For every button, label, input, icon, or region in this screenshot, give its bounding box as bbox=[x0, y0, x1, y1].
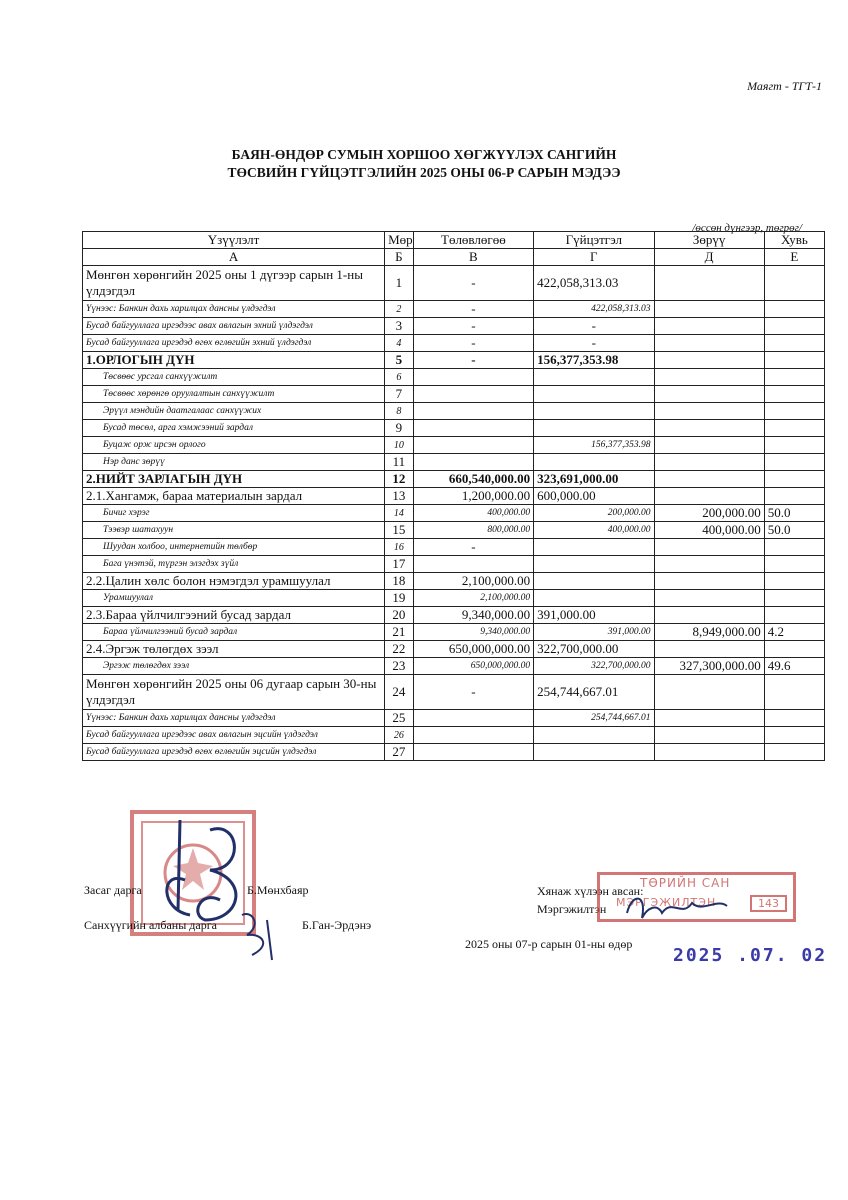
table-row bbox=[83, 266, 825, 301]
table-row bbox=[83, 744, 825, 761]
row-label: Үүнээс: Банкин дахь харилцах дансны үлдэгдэл bbox=[83, 301, 385, 318]
difference-value bbox=[654, 539, 764, 556]
difference-value bbox=[654, 641, 764, 658]
row-number: 13 bbox=[385, 488, 414, 505]
row-number: 26 bbox=[385, 727, 414, 744]
difference-value bbox=[654, 403, 764, 420]
row-label: Урамшуулал bbox=[83, 590, 385, 607]
table-row bbox=[83, 403, 825, 420]
difference-value bbox=[654, 266, 764, 301]
row-number: 2 bbox=[385, 301, 414, 318]
row-number: 22 bbox=[385, 641, 414, 658]
finance-name: Б.Ган-Эрдэнэ bbox=[302, 918, 372, 932]
table-row bbox=[83, 607, 825, 624]
governor-title: Засаг дарга bbox=[84, 883, 142, 897]
difference-value bbox=[654, 437, 764, 454]
plan-value: - bbox=[413, 539, 533, 556]
percent-value bbox=[764, 403, 824, 420]
plan-value: - bbox=[413, 318, 533, 335]
actual-value: 391,000.00 bbox=[534, 624, 654, 641]
actual-value: 322,700,000.00 bbox=[534, 641, 654, 658]
table-row bbox=[83, 505, 825, 522]
header-row bbox=[83, 232, 825, 249]
plan-value bbox=[413, 437, 533, 454]
difference-value bbox=[654, 710, 764, 727]
row-number: 4 bbox=[385, 335, 414, 352]
row-number: 7 bbox=[385, 386, 414, 403]
actual-value bbox=[534, 386, 654, 403]
row-label: 2.1.Хангамж, бараа материалын зардал bbox=[83, 488, 385, 505]
actual-value bbox=[534, 590, 654, 607]
percent-value bbox=[764, 675, 824, 710]
row-label: Бичиг хэрэг bbox=[83, 505, 385, 522]
row-label: Бусад төсөл, арга хэмжээний зардал bbox=[83, 420, 385, 437]
table-row bbox=[83, 369, 825, 386]
title-line-1: БАЯН-ӨНДӨР СУМЫН ХОРШОО ХӨГЖҮҮЛЭХ САНГИЙН bbox=[231, 147, 617, 162]
row-number: 17 bbox=[385, 556, 414, 573]
row-label: Эрүүл мэндийн даатгалаас санхүүжих bbox=[83, 403, 385, 420]
actual-value bbox=[534, 573, 654, 590]
table-row bbox=[83, 437, 825, 454]
subheader-row bbox=[83, 249, 825, 266]
finance-title: Санхүүгийн албаны дарга bbox=[84, 918, 217, 932]
difference-value bbox=[654, 335, 764, 352]
percent-value bbox=[764, 437, 824, 454]
plan-value: 650,000,000.00 bbox=[413, 658, 533, 675]
treasury-stamp-number: 143 bbox=[750, 895, 787, 912]
percent-value bbox=[764, 335, 824, 352]
table-row bbox=[83, 335, 825, 352]
document-title bbox=[0, 146, 848, 182]
row-number: 16 bbox=[385, 539, 414, 556]
actual-value: 254,744,667.01 bbox=[534, 675, 654, 710]
row-number: 20 bbox=[385, 607, 414, 624]
subheader-e: Е bbox=[764, 249, 824, 266]
table-row bbox=[83, 301, 825, 318]
percent-value bbox=[764, 420, 824, 437]
row-label: Бараа үйлчилгээний бусад зардал bbox=[83, 624, 385, 641]
actual-value bbox=[534, 539, 654, 556]
plan-value bbox=[413, 727, 533, 744]
actual-value bbox=[534, 727, 654, 744]
row-label: Бусад байгууллага иргэдэд өгөх өглөгийн эхний үлдэгдэл bbox=[83, 335, 385, 352]
plan-value: 9,340,000.00 bbox=[413, 624, 533, 641]
percent-value: 50.0 bbox=[764, 505, 824, 522]
governor-name: Б.Мөнхбаяр bbox=[247, 883, 309, 897]
plan-value bbox=[413, 556, 533, 573]
plan-value bbox=[413, 454, 533, 471]
row-number: 12 bbox=[385, 471, 414, 488]
percent-value bbox=[764, 318, 824, 335]
reviewer-line-1: Хянаж хүлээн авсан: bbox=[537, 884, 644, 898]
row-label: Тээвэр шатахуун bbox=[83, 522, 385, 539]
treasury-stamp-text-2: МЭРГЭЖИЛТЭН bbox=[616, 896, 717, 909]
plan-value bbox=[413, 420, 533, 437]
difference-value bbox=[654, 590, 764, 607]
finance-signature-icon bbox=[232, 905, 292, 965]
table-row bbox=[83, 590, 825, 607]
difference-value bbox=[654, 727, 764, 744]
budget-report-table bbox=[82, 231, 825, 761]
actual-value: 422,058,313.03 bbox=[534, 301, 654, 318]
actual-value: 400,000.00 bbox=[534, 522, 654, 539]
actual-value: 156,377,353.98 bbox=[534, 352, 654, 369]
actual-value bbox=[534, 744, 654, 761]
row-label: Эргэж төлөгдөх зээл bbox=[83, 658, 385, 675]
plan-value bbox=[413, 403, 533, 420]
table-row bbox=[83, 624, 825, 641]
row-label: Бусад байгууллага иргэдэд өгөх өглөгийн эцсийн үлдэгдэл bbox=[83, 744, 385, 761]
table-row bbox=[83, 573, 825, 590]
plan-value: - bbox=[413, 352, 533, 369]
plan-value: - bbox=[413, 301, 533, 318]
actual-value bbox=[534, 556, 654, 573]
header-plan: Төлөвлөгөө bbox=[413, 232, 533, 249]
plan-value bbox=[413, 744, 533, 761]
table-row bbox=[83, 420, 825, 437]
percent-value bbox=[764, 744, 824, 761]
difference-value bbox=[654, 675, 764, 710]
percent-value bbox=[764, 641, 824, 658]
actual-value: - bbox=[534, 318, 654, 335]
row-number: 9 bbox=[385, 420, 414, 437]
table-row bbox=[83, 710, 825, 727]
table-row bbox=[83, 471, 825, 488]
actual-value: 422,058,313.03 bbox=[534, 266, 654, 301]
row-label: Үүнээс: Банкин дахь харилцах дансны үлдэгдэл bbox=[83, 710, 385, 727]
table-row bbox=[83, 352, 825, 369]
row-label: Төсвөөс хөрөнгө оруулалтын санхүүжилт bbox=[83, 386, 385, 403]
table-row bbox=[83, 675, 825, 710]
row-number: 21 bbox=[385, 624, 414, 641]
plan-value: - bbox=[413, 266, 533, 301]
row-number: 19 bbox=[385, 590, 414, 607]
row-number: 27 bbox=[385, 744, 414, 761]
actual-value: 200,000.00 bbox=[534, 505, 654, 522]
row-number: 8 bbox=[385, 403, 414, 420]
plan-value: 2,100,000.00 bbox=[413, 573, 533, 590]
row-label: Буцаж орж ирсэн орлого bbox=[83, 437, 385, 454]
plan-value bbox=[413, 386, 533, 403]
percent-value bbox=[764, 352, 824, 369]
row-label: Бусад байгууллага иргэдээс авах авлагын эхний үлдэгдэл bbox=[83, 318, 385, 335]
plan-value: 660,540,000.00 bbox=[413, 471, 533, 488]
actual-value: - bbox=[534, 335, 654, 352]
row-label: 2.2.Цалин хөлс болон нэмэгдэл урамшуулал bbox=[83, 573, 385, 590]
difference-value bbox=[654, 301, 764, 318]
row-number: 23 bbox=[385, 658, 414, 675]
percent-value bbox=[764, 301, 824, 318]
header-indicator: Үзүүлэлт bbox=[83, 232, 385, 249]
subheader-a: А bbox=[83, 249, 385, 266]
plan-value: - bbox=[413, 335, 533, 352]
row-label: Төсвөөс урсгал санхүүжилт bbox=[83, 369, 385, 386]
percent-value bbox=[764, 710, 824, 727]
row-label: Шуудан холбоо, интернетийн төлбөр bbox=[83, 539, 385, 556]
form-code: Маягт - ТГТ-1 bbox=[747, 79, 822, 93]
percent-value bbox=[764, 573, 824, 590]
plan-value: 9,340,000.00 bbox=[413, 607, 533, 624]
percent-value bbox=[764, 454, 824, 471]
reviewer-line-2: Мэргэжилтэн bbox=[537, 902, 607, 916]
plan-value bbox=[413, 710, 533, 727]
actual-value: 322,700,000.00 bbox=[534, 658, 654, 675]
subheader-g: Г bbox=[534, 249, 654, 266]
actual-value bbox=[534, 420, 654, 437]
percent-value bbox=[764, 556, 824, 573]
date-stamp: 2025 .07. 02 bbox=[673, 945, 828, 966]
percent-value bbox=[764, 386, 824, 403]
plan-value: 1,200,000.00 bbox=[413, 488, 533, 505]
subheader-b: Б bbox=[385, 249, 414, 266]
plan-value: - bbox=[413, 675, 533, 710]
header-percent: Хувь bbox=[764, 232, 824, 249]
row-number: 10 bbox=[385, 437, 414, 454]
row-number: 5 bbox=[385, 352, 414, 369]
percent-value bbox=[764, 266, 824, 301]
difference-value bbox=[654, 369, 764, 386]
table-row bbox=[83, 488, 825, 505]
difference-value: 8,949,000.00 bbox=[654, 624, 764, 641]
percent-value: 49.6 bbox=[764, 658, 824, 675]
row-number: 1 bbox=[385, 266, 414, 301]
difference-value bbox=[654, 454, 764, 471]
row-label: 2.НИЙТ ЗАРЛАГЫН ДҮН bbox=[83, 471, 385, 488]
row-label: Нэр данс зөрүү bbox=[83, 454, 385, 471]
table-row bbox=[83, 318, 825, 335]
difference-value bbox=[654, 386, 764, 403]
difference-value bbox=[654, 573, 764, 590]
reviewer-signature-icon bbox=[622, 888, 732, 928]
row-label: Бусад байгууллага иргэдээс авах авлагын эцсийн үлдэгдэл bbox=[83, 727, 385, 744]
percent-value bbox=[764, 727, 824, 744]
treasury-stamp-text-1: ТӨРИЙН САН bbox=[640, 876, 731, 890]
row-number: 18 bbox=[385, 573, 414, 590]
difference-value bbox=[654, 420, 764, 437]
row-number: 14 bbox=[385, 505, 414, 522]
plan-value: 400,000.00 bbox=[413, 505, 533, 522]
percent-value bbox=[764, 369, 824, 386]
plan-value: 2,100,000.00 bbox=[413, 590, 533, 607]
actual-value bbox=[534, 403, 654, 420]
row-label: Мөнгөн хөрөнгийн 2025 оны 1 дүгээр сарын 1-ны үлдэгдэл bbox=[83, 266, 385, 301]
unit-note: /өссөн дүнгээр, төгрөг/ bbox=[692, 222, 802, 234]
percent-value bbox=[764, 471, 824, 488]
difference-value bbox=[654, 744, 764, 761]
actual-value bbox=[534, 369, 654, 386]
percent-value: 4.2 bbox=[764, 624, 824, 641]
percent-value bbox=[764, 590, 824, 607]
row-label: Мөнгөн хөрөнгийн 2025 оны 06 дугаар сарын 30-ны үлдэгдэл bbox=[83, 675, 385, 710]
difference-value bbox=[654, 488, 764, 505]
row-label: Бага үнэтэй, түргэн элэгдэх зүйл bbox=[83, 556, 385, 573]
table-row bbox=[83, 386, 825, 403]
difference-value bbox=[654, 471, 764, 488]
difference-value bbox=[654, 607, 764, 624]
actual-value: 391,000.00 bbox=[534, 607, 654, 624]
row-label: 2.4.Эргэж төлөгдөх зээл bbox=[83, 641, 385, 658]
table-row bbox=[83, 727, 825, 744]
table-row bbox=[83, 556, 825, 573]
percent-value bbox=[764, 488, 824, 505]
actual-value: 156,377,353.98 bbox=[534, 437, 654, 454]
header-row-number: Мөр bbox=[385, 232, 414, 249]
table-row bbox=[83, 522, 825, 539]
percent-value bbox=[764, 607, 824, 624]
subheader-v: В bbox=[413, 249, 533, 266]
subheader-d: Д bbox=[654, 249, 764, 266]
table-row bbox=[83, 641, 825, 658]
row-number: 24 bbox=[385, 675, 414, 710]
difference-value: 400,000.00 bbox=[654, 522, 764, 539]
title-line-2: ТӨСВИЙН ГҮЙЦЭТГЭЛИЙН 2025 ОНЫ 06-Р САРЫН МЭДЭЭ bbox=[227, 165, 621, 180]
header-difference: Зөрүү bbox=[654, 232, 764, 249]
header-actual: Гүйцэтгэл bbox=[534, 232, 654, 249]
difference-value bbox=[654, 318, 764, 335]
actual-value: 323,691,000.00 bbox=[534, 471, 654, 488]
percent-value: 50.0 bbox=[764, 522, 824, 539]
actual-value: 254,744,667.01 bbox=[534, 710, 654, 727]
table-row bbox=[83, 454, 825, 471]
actual-value: 600,000.00 bbox=[534, 488, 654, 505]
table-row bbox=[83, 658, 825, 675]
actual-value bbox=[534, 454, 654, 471]
difference-value bbox=[654, 352, 764, 369]
row-number: 25 bbox=[385, 710, 414, 727]
plan-value bbox=[413, 369, 533, 386]
row-number: 3 bbox=[385, 318, 414, 335]
difference-value: 200,000.00 bbox=[654, 505, 764, 522]
row-label: 2.3.Бараа үйлчилгээний бусад зардал bbox=[83, 607, 385, 624]
table-row bbox=[83, 539, 825, 556]
difference-value bbox=[654, 556, 764, 573]
row-number: 11 bbox=[385, 454, 414, 471]
plan-value: 650,000,000.00 bbox=[413, 641, 533, 658]
difference-value: 327,300,000.00 bbox=[654, 658, 764, 675]
plan-value: 800,000.00 bbox=[413, 522, 533, 539]
percent-value bbox=[764, 539, 824, 556]
report-date: 2025 оны 07-р сарын 01-ны өдөр bbox=[465, 937, 633, 951]
row-number: 6 bbox=[385, 369, 414, 386]
row-number: 15 bbox=[385, 522, 414, 539]
row-label: 1.ОРЛОГЫН ДҮН bbox=[83, 352, 385, 369]
